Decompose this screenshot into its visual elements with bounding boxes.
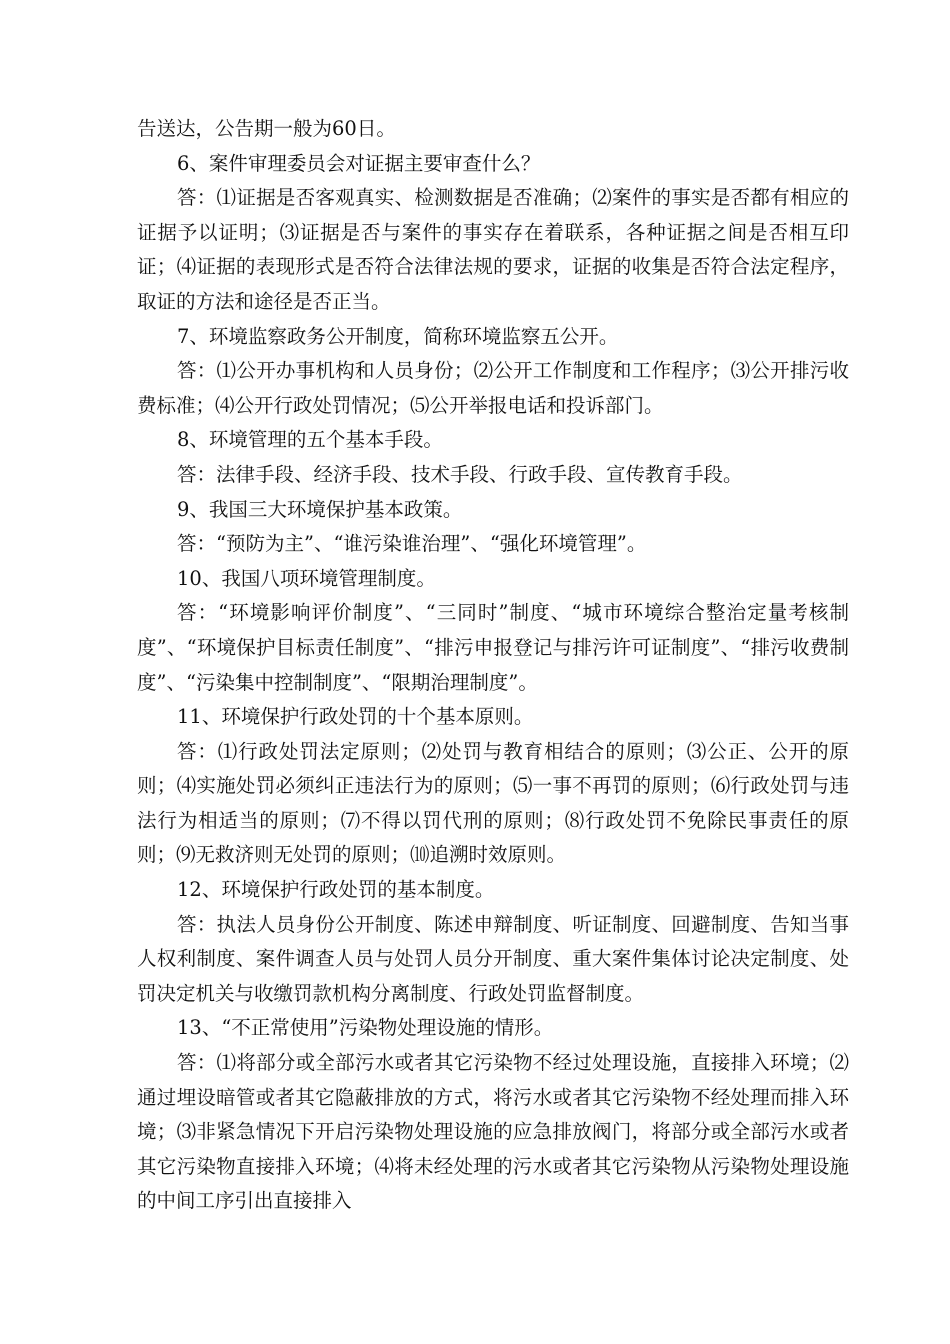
continued-text: 告送达，公告期一般为60日。: [137, 117, 396, 140]
question-10: 10、我国八项环境管理制度。: [177, 566, 436, 590]
question-12: 12、环境保护行政处罚的基本制度。: [177, 878, 495, 902]
answer-8: 答：法律手段、经济手段、技术手段、行政手段、宣传教育手段。: [177, 462, 743, 486]
question-9: 9、我国三大环境保护基本政策。: [177, 497, 463, 521]
document-body: [137, 112, 849, 1219]
answer-9: 答：“预防为主”、“谁污染谁治理”、“强化环境管理”。: [177, 532, 647, 556]
answer-6: 答：⑴证据是否客观真实、检测数据是否准确；⑵案件的事实是否都有相应的证据予以证明；⑶证据是否与案件的事实存在着联系，各种证据之间是否相互印证；⑷证据的表现形式是否符合法律法规的要求，证据的收集是否符合法定程序，取证的方法和途径是否正当。: [137, 186, 849, 313]
answer-11: 答：⑴行政处罚法定原则；⑵处罚与教育相结合的原则；⑶公正、公开的原则；⑷实施处罚必须纠正违法行为的原则；⑸一事不再罚的原则；⑹行政处罚与违法行为相适当的原则；⑺不得以罚代刑的原则；⑻行政处罚不免除民事责任的原则；⑼无救济则无处罚的原则；⑽追溯时效原则。: [137, 739, 849, 867]
answer-7: 答：⑴公开办事机构和人员身份；⑵公开工作制度和工作程序；⑶公开排污收费标准；⑷公开行政处罚情况；⑸公开举报电话和投诉部门。: [137, 359, 849, 417]
question-7: 7、环境监察政务公开制度，简称环境监察五公开。: [177, 324, 619, 348]
answer-10: 答：“环境影响评价制度”、“三同时”制度、“城市环境综合整治定量考核制度”、“环境保护目标责任制度”、“排污申报登记与排污许可证制度”、“排污收费制度”、“污染集中控制制度”、“限期治理制度”。: [137, 601, 849, 694]
answer-12: 答：执法人员身份公开制度、陈述申辩制度、听证制度、回避制度、告知当事人权利制度、案件调查人员与处罚人员分开制度、重大案件集体讨论决定制度、处罚决定机关与收缴罚款机构分离制度、行政处罚监督制度。: [137, 912, 849, 1005]
question-13: 13、“不正常使用”污染物处理设施的情形。: [177, 1016, 554, 1040]
answer-13: 答：⑴将部分或全部污水或者其它污染物不经过处理设施，直接排入环境；⑵通过埋设暗管或者其它隐蔽排放的方式，将污水或者其它污染物不经处理而排入环境；⑶非紧急情况下开启污染物处理设施的应急排放阀门，将部分或全部污水或者其它污染物直接排入环境；⑷将未经处理的污水或者其它污染物从污染物处理设施的中间工序引出直接排入: [137, 1051, 849, 1213]
question-11: 11、环境保护行政处罚的十个基本原则。: [177, 705, 534, 729]
question-8: 8、环境管理的五个基本手段。: [177, 428, 443, 452]
question-6: 6、案件审理委员会对证据主要审查什么？: [177, 151, 541, 175]
